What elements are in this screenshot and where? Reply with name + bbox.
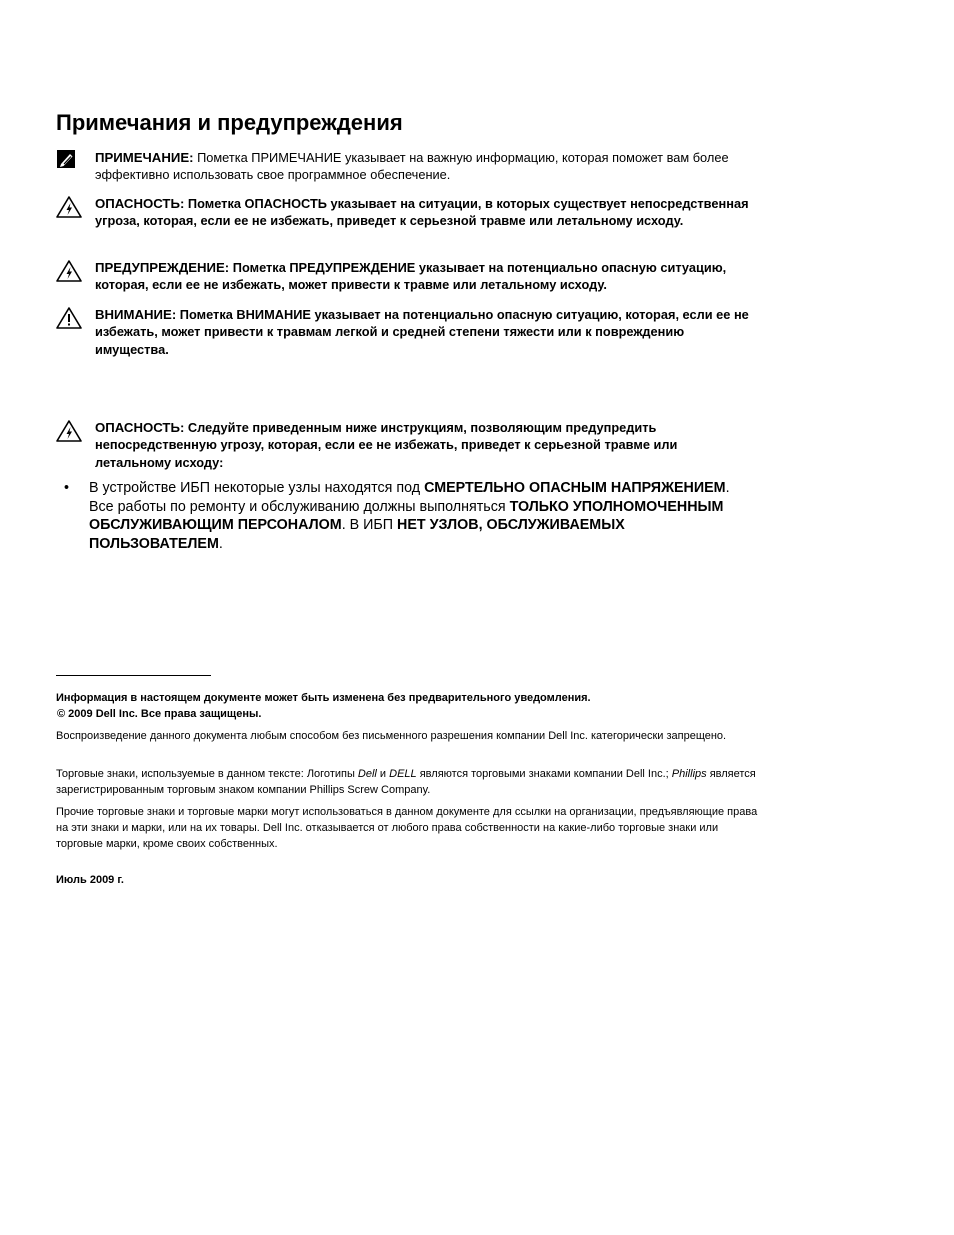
danger-label: ОПАСНОСТЬ:	[95, 196, 185, 211]
footer-date: Июль 2009 г.	[56, 874, 124, 886]
note-label: ПРИМЕЧАНИЕ:	[95, 150, 194, 165]
list-item	[64, 479, 754, 554]
danger-text: Пометка ОПАСНОСТЬ указывает на ситуации, в которых существует непосредственная угроза, которая, если ее не избежать, приведет к серьезной травме или летальному исходу.	[95, 196, 749, 229]
bullet-bold-text: СМЕРТЕЛЬНО ОПАСНЫМ НАПРЯЖЕНИЕМ	[424, 480, 726, 496]
page-title: Примечания и предупреждения	[56, 110, 403, 135]
danger-instructions-notice	[56, 419, 756, 471]
note-text: Пометка ПРИМЕЧАНИЕ указывает на важную информацию, которая поможет вам более эффективно использовать свое программное обеспечение.	[95, 150, 729, 183]
bullet-bold-text: НЕТ УЗЛОВ, ОБСЛУЖИВАЕМЫХ ПОЛЬЗОВАТЕЛЕМ	[89, 517, 625, 553]
footnote-divider	[56, 675, 211, 676]
danger2-label: ОПАСНОСТЬ:	[95, 420, 185, 435]
bullet-text: . В ИБП	[341, 517, 398, 534]
bullet-text: . Все работы по ремонту и обслуживанию должны выполняться	[89, 480, 730, 515]
exclamation-warning-icon	[56, 306, 82, 330]
note-notice	[56, 149, 756, 184]
copyright-line: © 2009 Dell Inc. Все права защищены.	[57, 708, 262, 720]
footer-other-trademarks: Прочие торговые знаки и торговые марки могут использоваться в данном документе для ссылки на организации, предъявляющие права на эти знаки и марки, или на их товары. Dell Inc. отказывается от любого права собственности на какие-либо торговые знаки или торговые марки, кроме своих собственных.	[56, 806, 758, 850]
note-pencil-icon	[56, 149, 82, 173]
footer-trademarks: Торговые знаки, используемые в данном тексте: Логотипы Dell и DELL являются торговыми знаками компании Dell Inc.; Phillips является зарегистрированным торговым знаком компании Phillips Screw Company.	[56, 768, 756, 796]
caution-text: Пометка ВНИМАНИЕ указывает на потенциально опасную ситуацию, которая, если ее не избежать, может привести к травмам легкой и средней степени тяжести или к повреждению имущества.	[95, 307, 749, 357]
bullet-text: В устройстве ИБП некоторые узлы находятся под	[89, 480, 425, 496]
footer-reproduction: Воспроизведение данного документа любым способом без письменного разрешения компании Dell Inc. категорически запрещено.	[56, 730, 727, 742]
caution-notice	[56, 306, 756, 358]
warning-notice	[56, 259, 756, 294]
bullet-marker: •	[64, 480, 70, 496]
bullet-text: .	[218, 536, 223, 553]
footer-info: Информация в настоящем документе может быть изменена без предварительного уведомления. © 2009 Dell Inc. Все права защищены.	[56, 690, 760, 722]
bullet-bold-text: ТОЛЬКО УПОЛНОМОЧЕННЫМ ОБСЛУЖИВАЮЩИМ ПЕРСОНАЛОМ	[89, 498, 724, 534]
warning-text: Пометка ПРЕДУПРЕЖДЕНИЕ указывает на потенциально опасную ситуацию, которая, если ее не избежать, может привести к травме или летальному исходу.	[95, 260, 727, 293]
lightning-warning-icon	[56, 419, 82, 443]
warning-label: ПРЕДУПРЕЖДЕНИЕ:	[95, 260, 230, 275]
danger-notice	[56, 195, 756, 230]
danger2-text: Следуйте приведенным ниже инструкциям, позволяющим предупредить непосредственную угрозу, которая, если ее не избежать, приведет к серьезной травме или летальному исходу:	[95, 420, 678, 470]
lightning-warning-icon	[56, 259, 82, 283]
lightning-warning-icon	[56, 195, 82, 219]
caution-label: ВНИМАНИЕ:	[95, 307, 177, 322]
